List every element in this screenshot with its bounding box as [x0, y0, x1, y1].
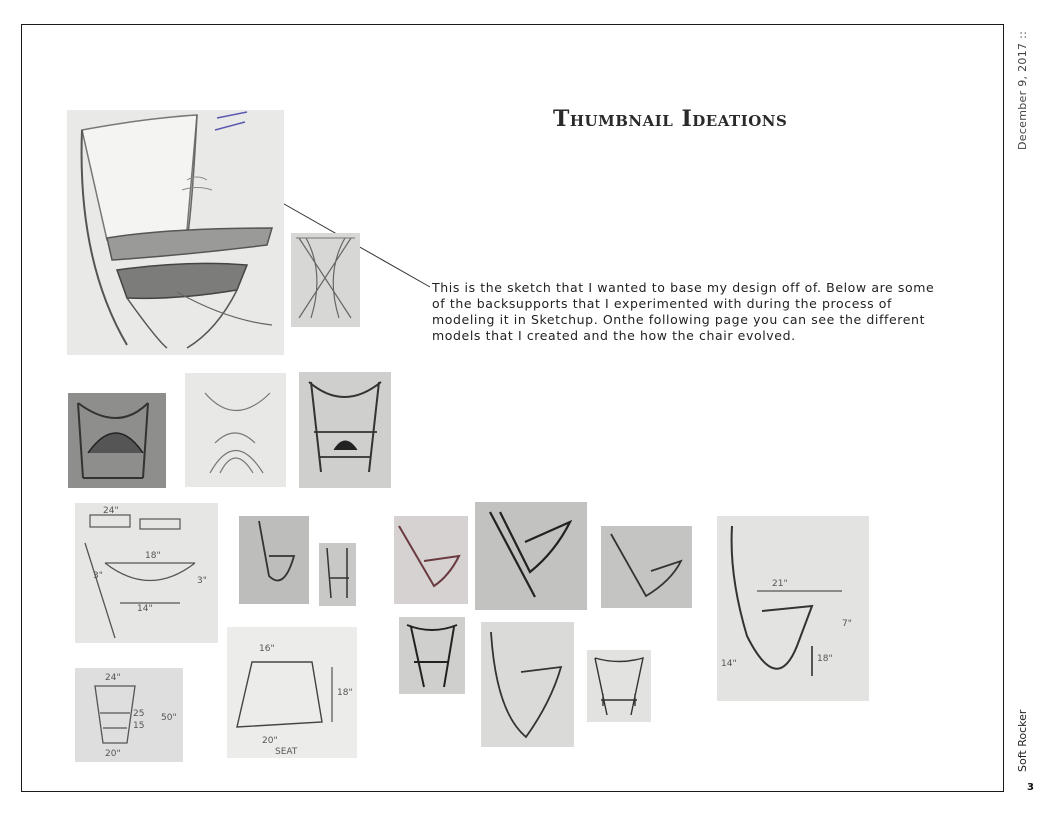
dim-side-right: 3": [197, 576, 207, 586]
dim-profile-left: 14": [721, 659, 737, 669]
dim-seat-small-bottom: 20": [105, 749, 121, 759]
sidebar-date: December 9, 2017 ::: [1016, 30, 1029, 150]
side-profile-sketch-5: [601, 526, 692, 608]
page-title: Thumbnail Ideations: [553, 106, 788, 132]
cross-back-sketch: [291, 233, 360, 327]
front-back-sketch-3: [587, 650, 651, 722]
side-profile-sketch-4: [475, 502, 587, 610]
page-number: 3: [1027, 782, 1034, 793]
sidebar-project-title: Soft Rocker: [1016, 709, 1029, 772]
dimension-back-sketch: [75, 503, 218, 643]
dim-seat-top: 16": [259, 644, 275, 654]
side-profile-sketch-2: [319, 543, 356, 606]
dim-side-left: 3": [93, 571, 103, 581]
dim-seat-small-top: 24": [105, 673, 121, 683]
description-text: This is the sketch that I wanted to base my design off of. Below are some of the backsupports that I experimented with during the process of modeling it in Sketchup. Onthe following page you can see the different models that I created and the how the chair evolved.: [432, 280, 935, 343]
front-back-sketch-1: [399, 617, 465, 694]
dim-profile-small: 7": [842, 619, 852, 629]
side-profile-sketch-3: [394, 516, 468, 604]
dim-top-width: 24": [103, 506, 119, 516]
back-sketch-frame: [299, 372, 391, 488]
dim-seat-bottom: 20": [262, 736, 278, 746]
main-chair-sketch: [67, 110, 284, 355]
dim-seat-small-side: 50": [161, 713, 177, 723]
dim-seat-small-mid: 25: [133, 709, 145, 719]
dim-seat-side: 18": [337, 688, 353, 698]
seat-sketch: [227, 627, 357, 758]
side-profile-sketch-1: [239, 516, 309, 604]
back-sketch-dark: [68, 393, 166, 488]
seat-small-sketch: [75, 668, 183, 762]
dim-profile-top: 21": [772, 579, 788, 589]
front-back-sketch-2: [481, 622, 574, 747]
dim-bottom-width: 14": [137, 604, 153, 614]
profile-dimension-sketch: [717, 516, 869, 701]
seat-caption: SEAT: [275, 747, 298, 757]
dim-back-width: 18": [145, 551, 161, 561]
dim-seat-small-low: 15: [133, 721, 145, 731]
dim-profile-right: 18": [817, 654, 833, 664]
back-sketch-x: [185, 373, 286, 487]
